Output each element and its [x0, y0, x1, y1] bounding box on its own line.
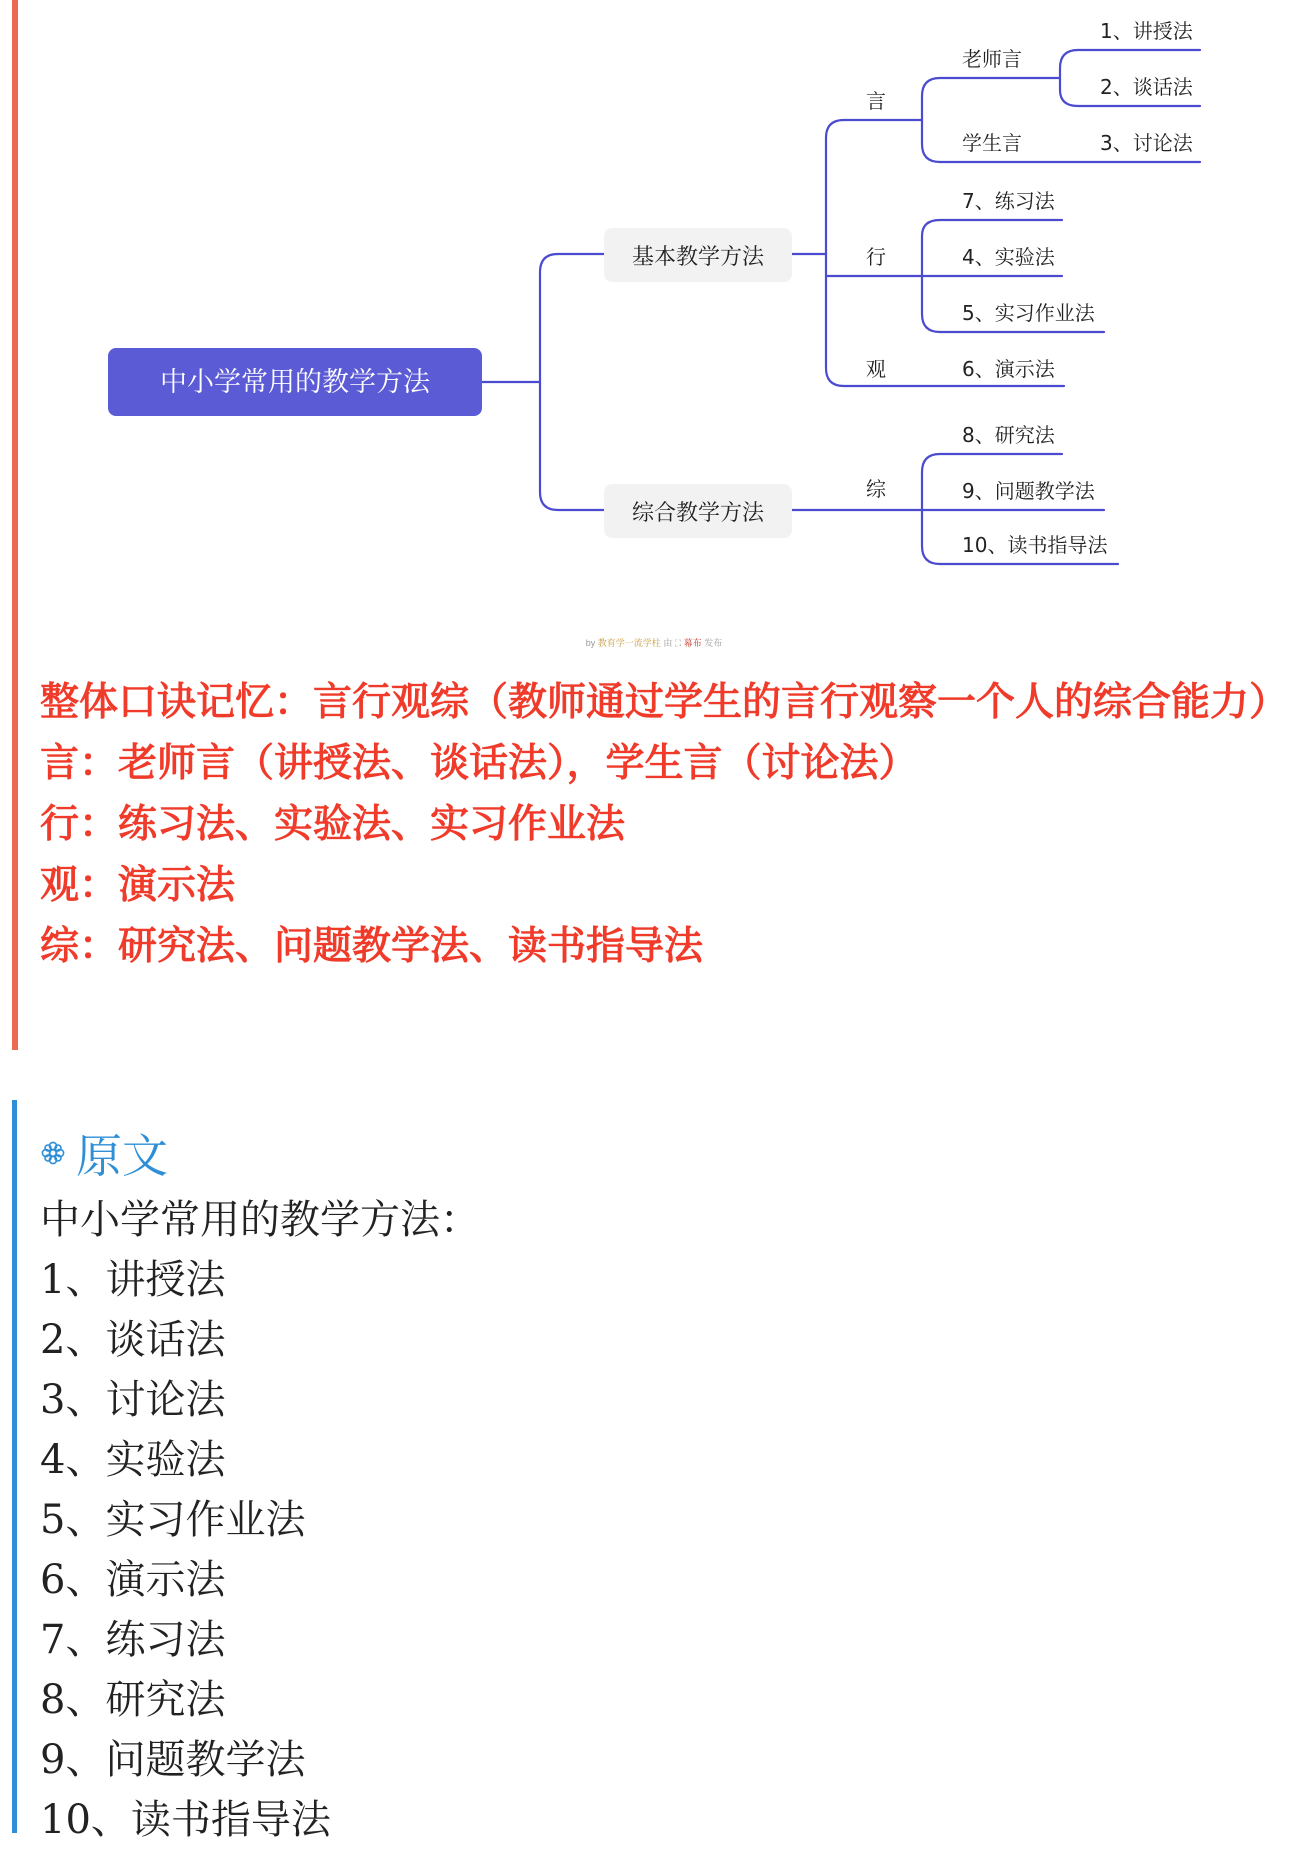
mnemonic-line-yan: 言：老师言（讲授法、谈话法），学生言（讨论法） [40, 741, 918, 786]
mindmap-credit [0, 636, 1308, 649]
leaf-research-label: 8、研究法 [962, 423, 1055, 447]
original-intro: 中小学常用的教学方法： [40, 1197, 480, 1243]
credit-platform: 幕布 [683, 638, 702, 648]
credit-platform-icon: ⛶ [674, 638, 682, 648]
leaf-discussion-label: 3、讨论法 [1100, 131, 1193, 155]
leaf-demonstration-label: 6、演示法 [962, 357, 1055, 381]
edge-trunk-vertical [540, 254, 558, 510]
list-item: 5、实习作业法 [40, 1497, 306, 1543]
subgroup-student-label: 学生言 [962, 131, 1022, 155]
list-item: 7、练习法 [40, 1617, 226, 1663]
list-item: 8、研究法 [40, 1677, 226, 1723]
group-zong-label: 综 [866, 477, 886, 501]
mnemonic-line-overall: 整体口诀记忆：言行观综（教师通过学生的言行观察一个人的综合能力） [40, 680, 1289, 725]
group-xing-label: 行 [866, 245, 886, 269]
mnemonic-line-xing: 行：练习法、实验法、实习作业法 [40, 802, 626, 847]
branch-basic-label: 基本教学方法 [631, 245, 765, 270]
credit-via: 由 [663, 638, 673, 648]
mindmap-diagram [0, 0, 1308, 640]
list-item: 10、读书指导法 [40, 1797, 331, 1843]
leaf-lecture-label: 1、讲授法 [1100, 19, 1193, 43]
list-item: 9、问题教学法 [40, 1737, 306, 1783]
group-yan-label: 言 [866, 89, 886, 113]
leaf-internship-label: 5、实习作业法 [962, 301, 1095, 325]
mnemonic-block [40, 672, 1289, 977]
flower-icon [40, 1140, 66, 1166]
list-item: 3、讨论法 [40, 1377, 226, 1423]
credit-published: 发布 [704, 638, 723, 648]
group-guan-label: 观 [866, 357, 886, 381]
credit-by: by [585, 638, 596, 648]
leaf-problem-label: 9、问题教学法 [962, 479, 1095, 503]
list-item: 2、谈话法 [40, 1317, 226, 1363]
subgroup-teacher-label: 老师言 [962, 47, 1022, 71]
root-node-label: 中小学常用的教学方法 [160, 367, 430, 398]
list-item: 4、实验法 [40, 1437, 226, 1483]
original-heading [40, 1120, 168, 1186]
leaf-experiment-label: 4、实验法 [962, 245, 1055, 269]
original-list [40, 1190, 480, 1850]
blue-accent-bar [12, 1100, 17, 1833]
leaf-talk-label: 2、谈话法 [1100, 75, 1193, 99]
credit-author: 教育学一流学柱 [597, 638, 661, 648]
original-heading-title: 原文 [76, 1129, 168, 1183]
leaf-practice-label: 7、练习法 [962, 189, 1055, 213]
edge-basic-vertical [826, 120, 844, 386]
original-text-section [0, 1100, 1308, 1843]
edge-yan-vertical [922, 78, 940, 162]
list-item: 6、演示法 [40, 1557, 226, 1603]
list-item: 1、讲授法 [40, 1257, 226, 1303]
edge-teacher-vertical [1060, 50, 1078, 106]
mnemonic-line-guan: 观：演示法 [40, 863, 236, 908]
branch-combined-label: 综合教学方法 [631, 501, 765, 526]
mnemonic-line-zong: 综：研究法、问题教学法、读书指导法 [40, 924, 704, 969]
leaf-reading-label: 10、读书指导法 [962, 533, 1108, 557]
